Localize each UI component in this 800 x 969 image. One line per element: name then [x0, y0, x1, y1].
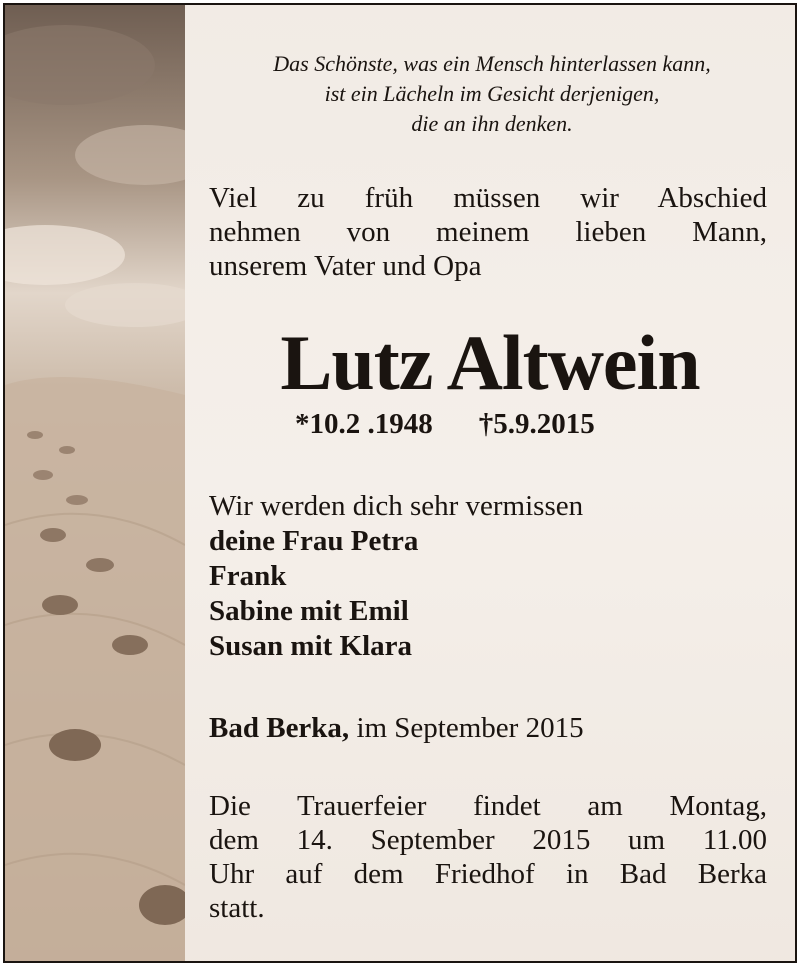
- place-city: Bad Berka,: [209, 712, 350, 744]
- farewell-intro: [209, 181, 767, 283]
- funeral-ceremony-info: [209, 789, 767, 925]
- mourner: Susan mit Klara: [209, 630, 413, 662]
- ceremony-line: Die Trauerfeier findet am Montag,: [209, 790, 767, 822]
- death-date: †5.9.2015: [478, 408, 595, 440]
- footprints-in-sand-icon: [5, 5, 185, 963]
- intro-line: Viel zu früh müssen wir Abschied: [209, 182, 767, 214]
- ceremony-line: Uhr auf dem Friedhof in Bad Berka: [209, 858, 767, 890]
- mourners-list: [209, 489, 775, 664]
- quote-line: ist ein Lächeln im Gesicht derjenigen,: [324, 81, 660, 106]
- mourner: deine Frau Petra: [209, 525, 419, 557]
- place-and-date: [209, 711, 584, 745]
- intro-line: unserem Vater und Opa: [209, 250, 482, 282]
- quote-line: die an ihn denken.: [411, 111, 573, 136]
- deceased-name: Lutz Altwein: [280, 319, 700, 406]
- obituary-notice: [3, 3, 797, 963]
- birth-date: *10.2 .1948: [295, 408, 433, 440]
- life-dates: [295, 407, 595, 441]
- ceremony-line: dem 14. September 2015 um 11.00: [209, 824, 767, 856]
- footprints-in-sand-image: [5, 5, 185, 961]
- miss-line: Wir werden dich sehr vermissen: [209, 490, 584, 522]
- place-date: im September 2015: [349, 712, 584, 744]
- mourner: Sabine mit Emil: [209, 595, 409, 627]
- memorial-quote: [205, 49, 779, 139]
- notice-text-panel: [185, 5, 795, 961]
- intro-line: nehmen von meinem lieben Mann,: [209, 216, 767, 248]
- mourner: Frank: [209, 560, 287, 592]
- quote-line: Das Schönste, was ein Mensch hinterlassen kann,: [273, 51, 711, 76]
- ceremony-line: statt.: [209, 892, 265, 924]
